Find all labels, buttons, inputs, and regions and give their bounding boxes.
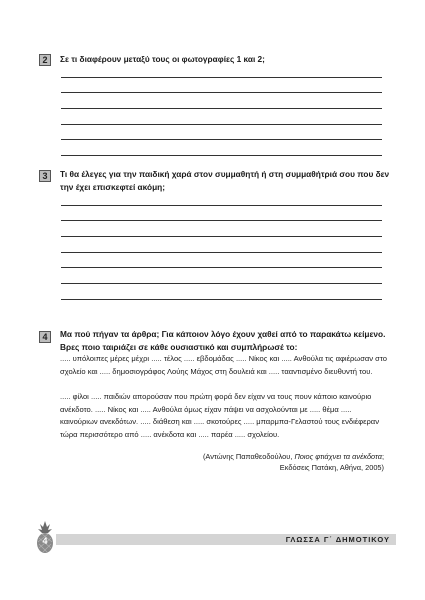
answer-line: [61, 221, 382, 237]
answer-line: [61, 253, 382, 269]
question-number-4: 4: [39, 331, 51, 343]
question-2-text: Σε τι διαφέρουν μεταξύ τους οι φωτογραφίες 1 και 2;: [60, 54, 265, 64]
cloze-paragraph-2: ..... φίλοι ..... παιδιών απορούσαν που πρώτη φορά δεν είχαν να τους πουν κάποιο καινούριο ανέκδοτο. ..... Νίκος και ..... Ανθούλα όμως είχαν πάψει να ασχολούνται με ..... θέμα ..... καινούριων ανεκδότων. ..... διάθεση και ..... σκοτούρες ..... μπαρμπα-Γελαστού τους ενδιέφεραν τώρα περισσότερο από ..... ανέκδοτα και ..... παρέα ..... σχολείου.: [60, 392, 379, 439]
citation-punctuation: ;: [381, 452, 384, 461]
answer-line: [61, 237, 382, 253]
answer-line: [61, 140, 382, 156]
answer-line: [61, 78, 382, 94]
answer-line: [61, 206, 382, 222]
footer-title: ΓΛΩΣΣΑ Γ΄ ΔΗΜΟΤΙΚΟΥ: [285, 535, 390, 544]
question-number-2: 2: [39, 54, 51, 66]
answer-lines-question-2: [61, 62, 382, 156]
citation-line-2: Εκδόσεις Πατάκη, Αθήνα, 2005): [279, 463, 384, 472]
answer-line: [61, 190, 382, 206]
question-4-instruction: Μα πού πήγαν τα άρθρα; Για κάποιον λόγο έχουν χαθεί από το παρακάτω κείμενο. Βρες ποιο ταιριάζει σε κάθε ουσιαστικό και συμπλήρωσέ το:: [60, 329, 386, 352]
question-3-text: Τι θα έλεγες για την παιδική χαρά στον συμμαθητή ή στη συμμαθήτριά σου που δεν την έχει επισκεφτεί ακόμη;: [60, 169, 390, 192]
answer-line: [61, 125, 382, 141]
citation-book-title: Ποιος φτιάχνει τα ανέκδοτα: [294, 452, 382, 461]
question-number-3: 3: [39, 170, 51, 182]
answer-line: [61, 109, 382, 125]
citation-author: (Αντώνης Παπαθεοδούλου,: [202, 452, 295, 461]
answer-lines-question-3: [61, 190, 382, 300]
footer-bar: [56, 534, 396, 545]
answer-line: [61, 268, 382, 284]
source-citation: [203, 451, 384, 473]
page-number: 4: [42, 536, 48, 546]
citation-line-1: [203, 451, 384, 462]
answer-line: [61, 284, 382, 300]
answer-line: [61, 93, 382, 109]
cloze-paragraph-1: ..... υπόλοιπες μέρες μέχρι ..... τέλος ..... εβδομάδας ..... Νίκος και ..... Ανθούλα τις αφιέρωσαν στο σχολείο και ..... δημοσιογράφος Λούης Μάχος στη δουλειά και ..... τααντισμένο διευθυντή του.: [60, 354, 387, 376]
answer-line: [61, 62, 382, 78]
